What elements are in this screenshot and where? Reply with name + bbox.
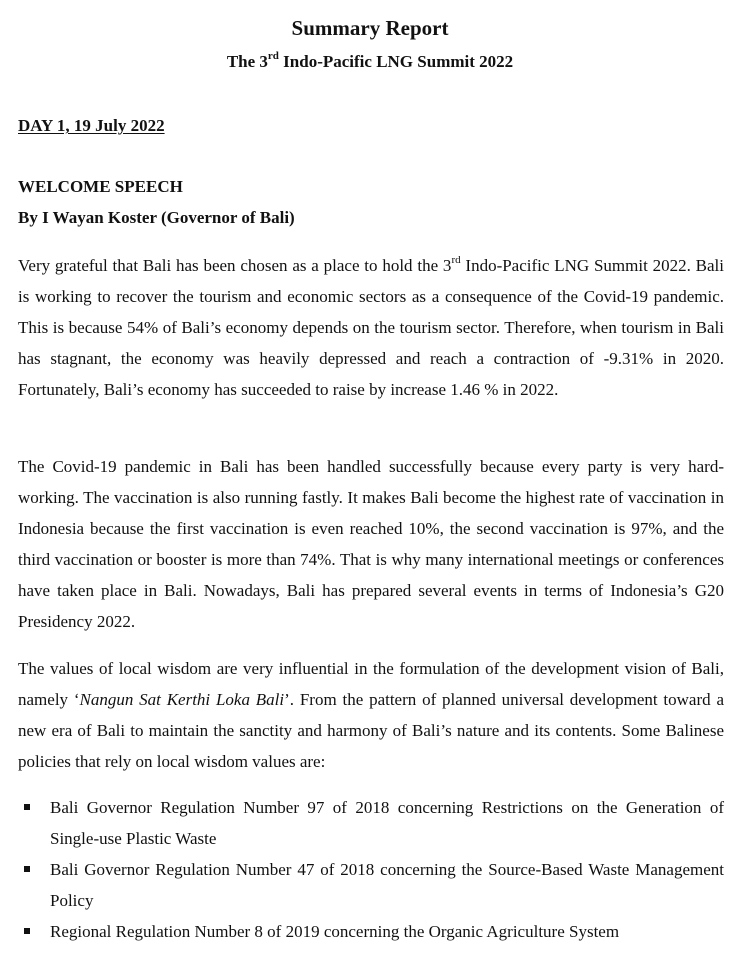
subtitle-prefix: The 3 bbox=[226, 52, 268, 71]
square-bullet-icon bbox=[24, 928, 30, 934]
subtitle-superscript: rd bbox=[267, 50, 279, 63]
paragraph-1-superscript: rd bbox=[451, 254, 461, 267]
list-item-text: Regional Regulation Number 8 of 2019 concerning the Organic Agriculture System bbox=[50, 922, 620, 941]
paragraph-3-start: The values of local wisdom are very influential in the formulation of the development vision of Bali, namely ‘ bbox=[18, 659, 724, 709]
square-bullet-icon bbox=[24, 866, 30, 872]
paragraph-2: The Covid-19 pandemic in Bali has been handled successfully because every party is very hard-working. The vaccination is also running fastly. It makes Bali become the highest rate of vaccination in Indonesia because the first vaccination is even reached 10%, the second vaccination is 97%, and the third vaccination or booster is more than 74%. That is why many international meetings or conferences have taken place in Bali. Nowadays, Bali has prepared several events in terms of Indonesia’s G20 Presidency 2022. bbox=[18, 457, 724, 631]
list-item bbox=[18, 792, 724, 854]
paragraph-1 bbox=[18, 250, 724, 405]
list-item bbox=[18, 854, 724, 916]
paragraph-1-rest: Indo-Pacific LNG Summit 2022. Bali is working to recover the tourism and economic sectors as a consequence of the Covid-19 pandemic. This is because 54% of Bali’s economy depends on the tourism sector. Therefore, when tourism in Bali has stagnant, the economy was heavily depressed and reach a contraction of -9.31% in 2020. Fortunately, Bali’s economy has succeeded to raise by increase 1.46 % in 2022. bbox=[18, 256, 724, 399]
paragraph-3 bbox=[18, 653, 724, 777]
square-bullet-icon bbox=[24, 804, 30, 810]
report-title: Summary Report bbox=[291, 16, 449, 40]
subtitle-suffix: Indo-Pacific LNG Summit 2022 bbox=[278, 52, 514, 71]
report-subtitle bbox=[0, 50, 738, 74]
section-heading: WELCOME SPEECH bbox=[18, 177, 183, 196]
paragraph-3-italic: Nangun Sat Kerthi Loka Bali bbox=[79, 690, 285, 709]
day-heading: DAY 1, 19 July 2022 bbox=[18, 116, 165, 135]
list-item-text: Bali Governor Regulation Number 97 of 2018 concerning Restrictions on the Generation of Single-use Plastic Waste bbox=[50, 798, 724, 848]
speaker-line: By I Wayan Koster (Governor of Bali) bbox=[18, 208, 295, 227]
paragraph-3-rest: ’. From the pattern of planned universal development toward a new era of Bali to maintain the sanctity and harmony of Bali’s nature and its contents. Some Balinese policies that rely on local wisdom values are: bbox=[18, 690, 724, 771]
policy-list bbox=[18, 792, 724, 947]
list-item bbox=[18, 916, 724, 947]
list-item-text: Bali Governor Regulation Number 47 of 2018 concerning the Source-Based Waste Management Policy bbox=[50, 860, 724, 910]
paragraph-1-start: Very grateful that Bali has been chosen as a place to hold the 3 bbox=[18, 256, 452, 275]
